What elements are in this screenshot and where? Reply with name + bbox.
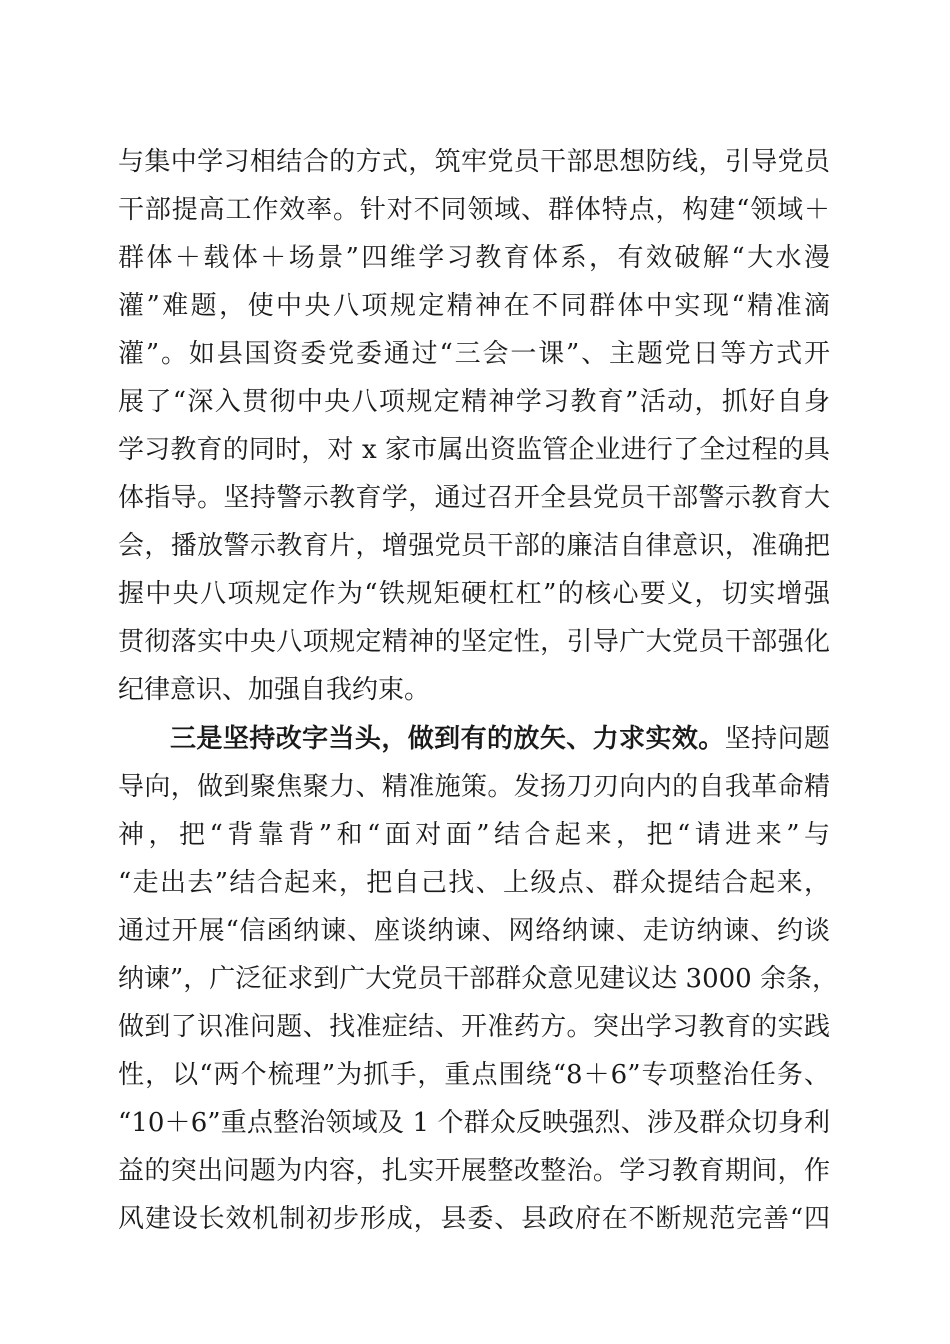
paragraph1-line-10: 握中央八项规定作为“铁规矩硬杠杠”的核心要义，切实增强 xyxy=(118,579,830,609)
paragraph1-line-8: 体指导。坚持警示教育学，通过召开全县党员干部警示教育大 xyxy=(118,483,830,513)
paragraph2-first-line-rest: 坚持问题 xyxy=(724,724,830,754)
paragraph2-line-4: “走出去”结合起来，把自己找、上级点、群众提结合起来， xyxy=(118,868,830,898)
paragraph1-line-5: 灌”。如县国资委党委通过“三会一课”、主题党日等方式开 xyxy=(118,339,830,369)
paragraph1-line-6: 展了“深入贯彻中央八项规定精神学习教育”活动，抓好自身 xyxy=(118,387,830,417)
paragraph1-line-1: 与集中学习相结合的方式，筑牢党员干部思想防线，引导党员 xyxy=(118,147,830,177)
paragraph2-line-1 xyxy=(170,719,830,759)
paragraph2-heading: 三是坚持改字当头，做到有的放矢、力求实效。 xyxy=(170,724,725,754)
paragraph1-line-12: 纪律意识、加强自我约束。 xyxy=(118,675,431,705)
paragraph1-line-9: 会，播放警示教育片，增强党员干部的廉洁自律意识，准确把 xyxy=(118,531,830,561)
paragraph2-line-11: 风建设长效机制初步形成，县委、县政府在不断规范完善“四 xyxy=(118,1204,830,1234)
paragraph1-line-11: 贯彻落实中央八项规定精神的坚定性，引导广大党员干部强化 xyxy=(118,627,830,657)
paragraph2-line-6: 纳谏”，广泛征求到广大党员干部群众意见建议达 3000 余条， xyxy=(118,964,838,994)
paragraph1-line-4: 灌”难题，使中央八项规定精神在不同群体中实现“精准滴 xyxy=(118,291,830,321)
paragraph2-line-7: 做到了识准问题、找准症结、开准药方。突出学习教育的实践 xyxy=(118,1012,830,1042)
paragraph1-line-3: 群体＋载体＋场景”四维学习教育体系，有效破解“大水漫 xyxy=(118,243,830,273)
paragraph1-line-7: 学习教育的同时，对 x 家市属出资监管企业进行了全过程的具 xyxy=(118,435,830,465)
paragraph2-line-3: 神，把“背靠背”和“面对面”结合起来，把“请进来”与 xyxy=(118,820,830,850)
paragraph1-line-2: 干部提高工作效率。针对不同领域、群体特点，构建“领域＋ xyxy=(118,195,830,225)
paragraph2-line-10: 益的突出问题为内容，扎实开展整改整治。学习教育期间，作 xyxy=(118,1156,830,1186)
paragraph2-line-9: “10＋6”重点整治领域及 1 个群众反映强烈、涉及群众切身利 xyxy=(118,1108,830,1138)
paragraph2-line-5: 通过开展“信函纳谏、座谈纳谏、网络纳谏、走访纳谏、约谈 xyxy=(118,916,830,946)
paragraph2-line-2: 导向，做到聚焦聚力、精准施策。发扬刀刃向内的自我革命精 xyxy=(118,772,830,802)
paragraph2-line-8: 性，以“两个梳理”为抓手，重点围绕“8＋6”专项整治任务、 xyxy=(118,1060,830,1090)
